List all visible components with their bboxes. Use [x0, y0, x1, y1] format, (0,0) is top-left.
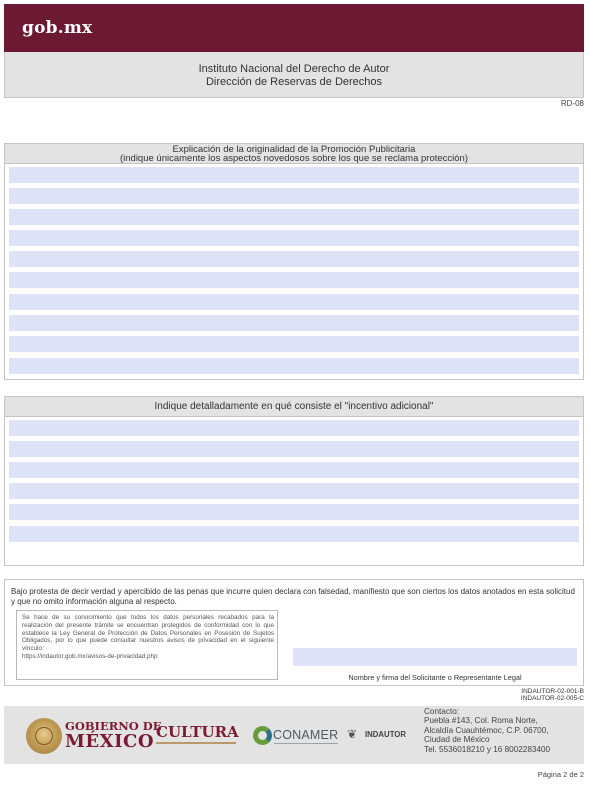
top-bar	[4, 4, 584, 52]
originality-title: Explicación de la originalidad de la Promoción Publicitaria	[172, 144, 416, 155]
contact-info	[424, 707, 550, 754]
contact-title: Contacto:	[424, 707, 460, 716]
originality-field-3[interactable]	[9, 209, 579, 225]
direction-name: Dirección de Reservas de Derechos	[205, 76, 383, 88]
cultura-logo: CULTURA	[156, 723, 239, 741]
incentive-section	[4, 396, 584, 566]
originality-field-6[interactable]	[9, 272, 579, 288]
form-code-2: INDAUTOR-02-005-C	[520, 695, 584, 702]
privacy-link[interactable]: https://indautor.gob.mx/avisos-de-privacidad.php	[22, 652, 158, 660]
originality-field-5[interactable]	[9, 251, 579, 267]
privacy-notice	[16, 610, 278, 680]
form-code: RD-08	[560, 99, 584, 108]
institution-name: Instituto Nacional del Derecho de Autor	[198, 63, 390, 75]
contact-address2: Alcaldía Cuauhtémoc, C.P. 06700,	[424, 725, 549, 735]
incentive-field-4[interactable]	[9, 483, 579, 499]
indautor-icon: ❦	[347, 727, 358, 741]
footer	[4, 706, 584, 764]
declaration-text: Bajo protesta de decir verdad y apercibido de las penas que incurre quien declara con falsedad, manifiesto que son ciertos los datos anotados en esta solicitud y que no omito información alguna al respecto.	[11, 587, 575, 606]
incentive-title: Indique detalladamente en qué consiste el "incentivo adicional"	[5, 397, 583, 417]
originality-field-7[interactable]	[9, 294, 579, 310]
incentive-field-2[interactable]	[9, 441, 579, 457]
originality-field-1[interactable]	[9, 167, 579, 183]
coat-of-arms-icon	[26, 718, 62, 754]
conamer-underline	[274, 743, 338, 744]
indautor-logo: INDAUTOR	[365, 730, 407, 739]
originality-field-10[interactable]	[9, 358, 579, 374]
signature-label: Nombre y firma del Solicitante o Representante Legal	[348, 673, 522, 682]
form-code-1: INDAUTOR-02-001-B	[521, 688, 584, 695]
incentive-field-3[interactable]	[9, 462, 579, 478]
conamer-logo: CONAMER	[273, 728, 339, 742]
originality-field-9[interactable]	[9, 336, 579, 352]
form-codes	[521, 688, 584, 702]
originality-field-4[interactable]	[9, 230, 579, 246]
privacy-notice-text: Se hace de su conocimiento que todos los datos personales recabados para la realización del presente trámite se encuentran protegidos de conformidad con lo que establece la Ley General de Protección de Datos Personales en Posesión de Sujetos Obligados, por lo que puede consultar nuestros avisos de privacidad en el siguiente vínculo:	[22, 614, 274, 653]
gobierno-line2: MÉXICO	[65, 731, 155, 752]
institution-header	[4, 52, 584, 98]
originality-field-8[interactable]	[9, 315, 579, 331]
signature-field[interactable]	[293, 648, 577, 666]
page-number: Página 2 de 2	[537, 770, 584, 779]
conamer-icon	[253, 726, 272, 745]
originality-section-heading	[5, 144, 583, 164]
contact-address1: Puebla #143, Col. Roma Norte,	[424, 716, 538, 726]
gobierno-de-mexico-logo	[65, 720, 162, 751]
gob-mx-logo[interactable]: gob.mx	[22, 18, 93, 38]
cultura-underline	[156, 742, 236, 744]
contact-phone: Tel. 5536018210 y 16 8002283400	[424, 744, 551, 754]
originality-section	[4, 143, 584, 380]
incentive-field-6[interactable]	[9, 526, 579, 542]
incentive-field-5[interactable]	[9, 504, 579, 520]
incentive-field-1[interactable]	[9, 420, 579, 436]
contact-city: Ciudad de México	[424, 735, 490, 745]
originality-field-2[interactable]	[9, 188, 579, 204]
gobierno-line1: GOBIERNO DE	[65, 719, 162, 733]
originality-subtitle: (indique únicamente los aspectos novedosos sobre los que se reclama protección)	[119, 152, 468, 164]
